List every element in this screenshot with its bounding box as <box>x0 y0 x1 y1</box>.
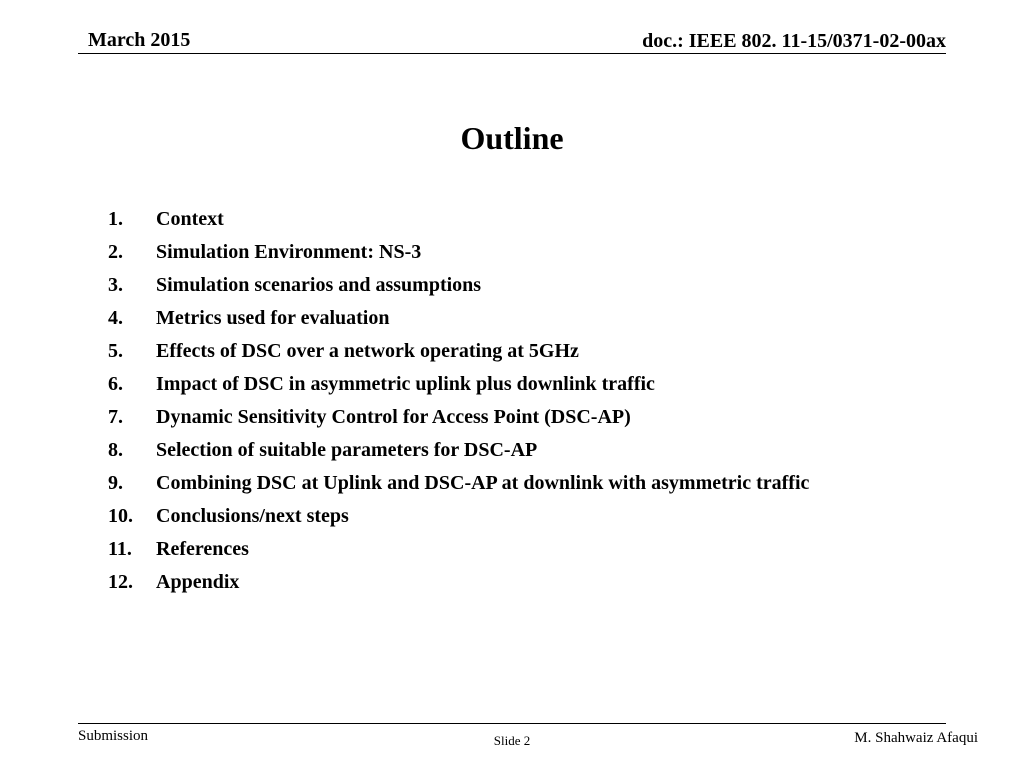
footer-divider <box>78 723 946 724</box>
outline-item-text: Appendix <box>156 571 240 593</box>
outline-item-number: 11. <box>108 538 132 560</box>
outline-item <box>108 435 809 468</box>
outline-item-number: 5. <box>108 340 123 362</box>
outline-item <box>108 402 809 435</box>
outline-item-text: Combining DSC at Uplink and DSC-AP at downlink with asymmetric traffic <box>156 472 810 494</box>
outline-item-number: 10. <box>108 505 133 527</box>
outline-item-text: Simulation scenarios and assumptions <box>156 274 482 296</box>
outline-item-text: Impact of DSC in asymmetric uplink plus downlink traffic <box>156 373 655 395</box>
outline-list <box>108 204 809 600</box>
outline-item <box>108 237 809 270</box>
outline-item <box>108 204 809 237</box>
outline-item-text: Context <box>156 208 224 230</box>
outline-item-text: Dynamic Sensitivity Control for Access Point (DSC-AP) <box>156 406 631 428</box>
outline-item <box>108 270 809 303</box>
slide-title: Outline <box>460 120 564 156</box>
outline-item <box>108 468 809 501</box>
footer-author: M. Shahwaiz Afaqui <box>854 730 978 746</box>
header-divider <box>78 53 946 54</box>
outline-item <box>108 501 809 534</box>
outline-item-number: 4. <box>108 307 123 329</box>
outline-item-text: Metrics used for evaluation <box>156 307 390 329</box>
outline-item <box>108 369 809 402</box>
outline-item-number: 1. <box>108 208 123 230</box>
outline-item-number: 8. <box>108 439 123 461</box>
outline-item-text: Selection of suitable parameters for DSC-AP <box>156 439 538 461</box>
outline-item-number: 12. <box>108 571 133 593</box>
outline-item <box>108 303 809 336</box>
outline-item <box>108 567 809 600</box>
outline-item <box>108 534 809 567</box>
footer-submission: Submission <box>78 728 149 744</box>
outline-item-number: 9. <box>108 472 123 494</box>
outline-item-number: 7. <box>108 406 123 428</box>
outline-item-number: 2. <box>108 241 123 263</box>
outline-item-number: 3. <box>108 274 123 296</box>
header-date: March 2015 <box>88 29 191 51</box>
outline-item-number: 6. <box>108 373 123 395</box>
slide-number: Slide 2 <box>493 733 531 748</box>
outline-item-text: Conclusions/next steps <box>156 505 349 527</box>
outline-item-text: Effects of DSC over a network operating at 5GHz <box>156 340 579 362</box>
outline-item <box>108 336 809 369</box>
outline-item-text: References <box>156 538 249 560</box>
header-doc-id: doc.: IEEE 802. 11-15/0371-02-00ax <box>642 30 946 52</box>
outline-item-text: Simulation Environment: NS-3 <box>156 241 422 263</box>
